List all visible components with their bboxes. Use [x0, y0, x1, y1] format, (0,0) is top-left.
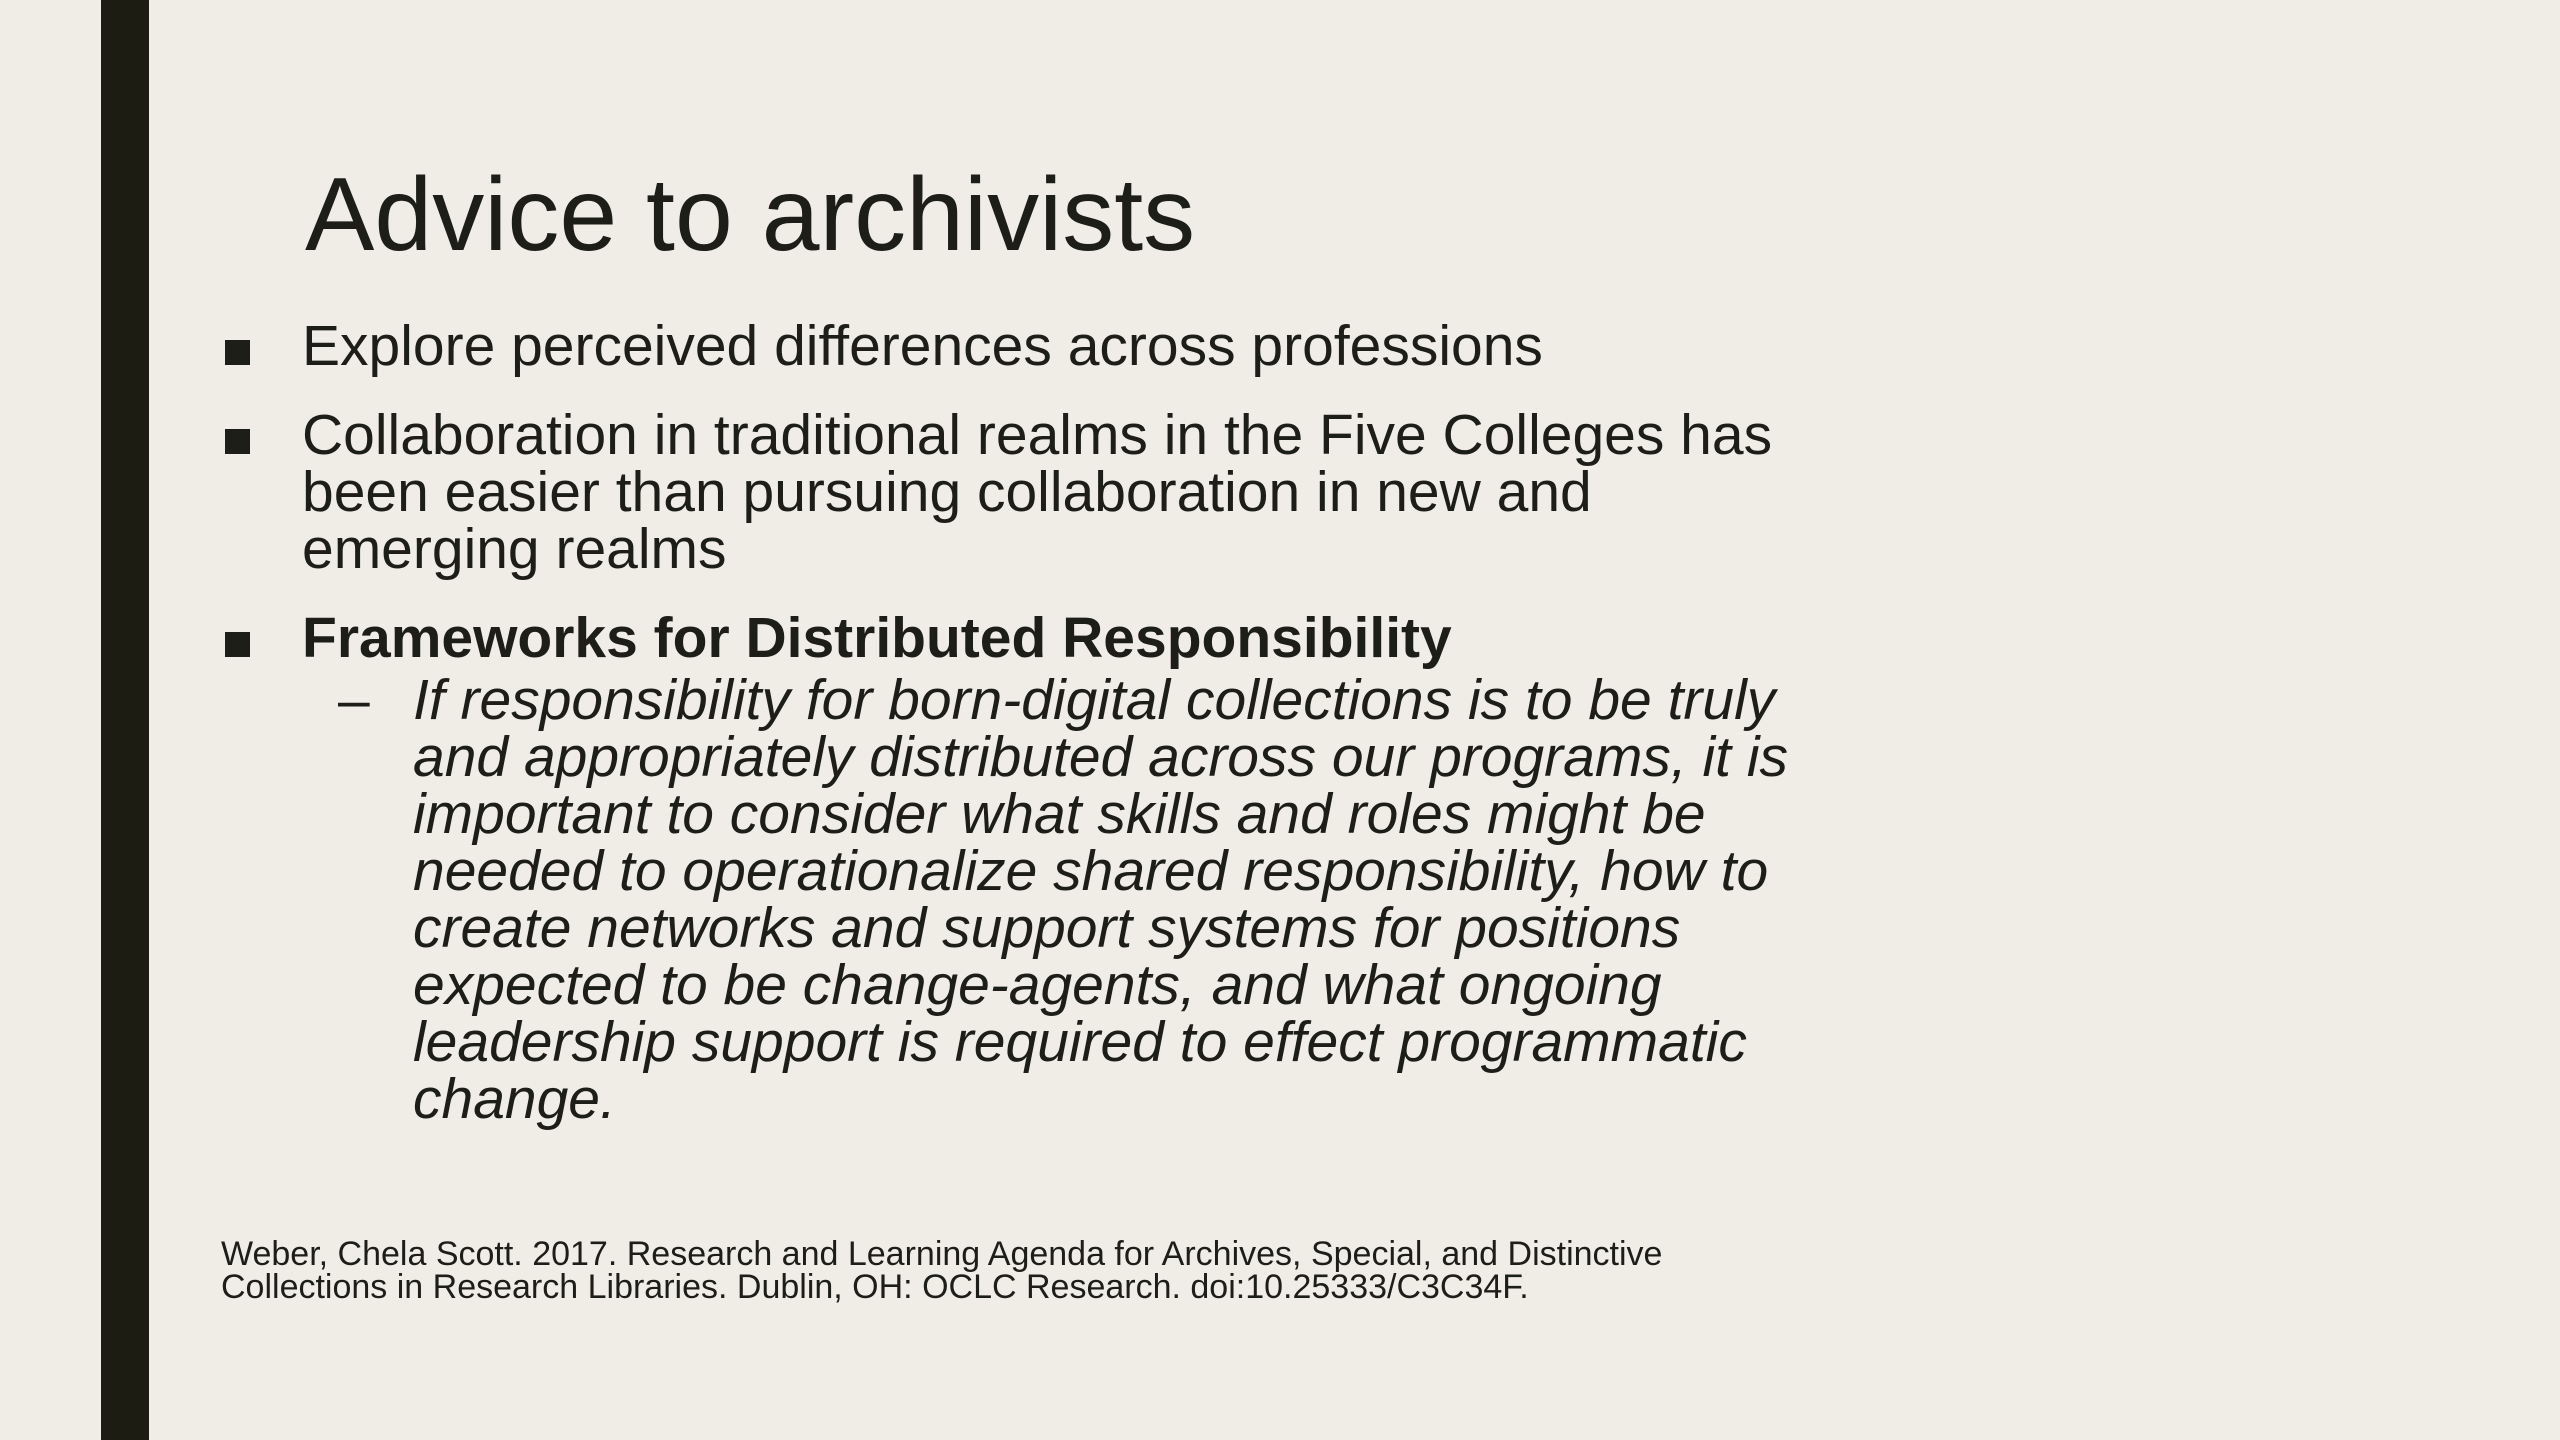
bullet-text: Collaboration in traditional realms in the Five Colleges has been easier than pursuing collaboration in new and emerging realms — [302, 403, 1773, 581]
sub-bullet-item — [221, 668, 1993, 1131]
sub-bullet-text: If responsibility for born-digital collections is to be truly and appropriately distributed across our programs, it is important to consider what skills and roles might be needed to operationalize shared responsibility, how to create networks and support systems for positions expected to be change-agents, and what ongoing leadership support is required to effect programmatic change. — [413, 668, 1788, 1131]
square-bullet-icon — [225, 632, 250, 657]
slide-body — [221, 314, 1788, 1131]
citation: Weber, Chela Scott. 2017. Research and Learning Agenda for Archives, Special, and Distinctive Collections in Research Libraries. Dublin, OH: OCLC Research. doi:10.25333/C3C34F. — [221, 1235, 1663, 1306]
square-bullet-icon — [225, 340, 250, 365]
dash-bullet-icon: – — [338, 668, 370, 732]
accent-bar — [101, 0, 149, 1440]
bullet-text: Frameworks for Distributed Responsibility — [302, 606, 1452, 670]
bullet-text: Explore perceived differences across professions — [302, 314, 1543, 378]
bullet-item — [221, 403, 1781, 581]
bullet-item — [221, 606, 1781, 670]
square-bullet-icon — [225, 429, 250, 454]
slide-title: Advice to archivists — [305, 157, 1196, 273]
bullet-item — [221, 314, 1781, 378]
